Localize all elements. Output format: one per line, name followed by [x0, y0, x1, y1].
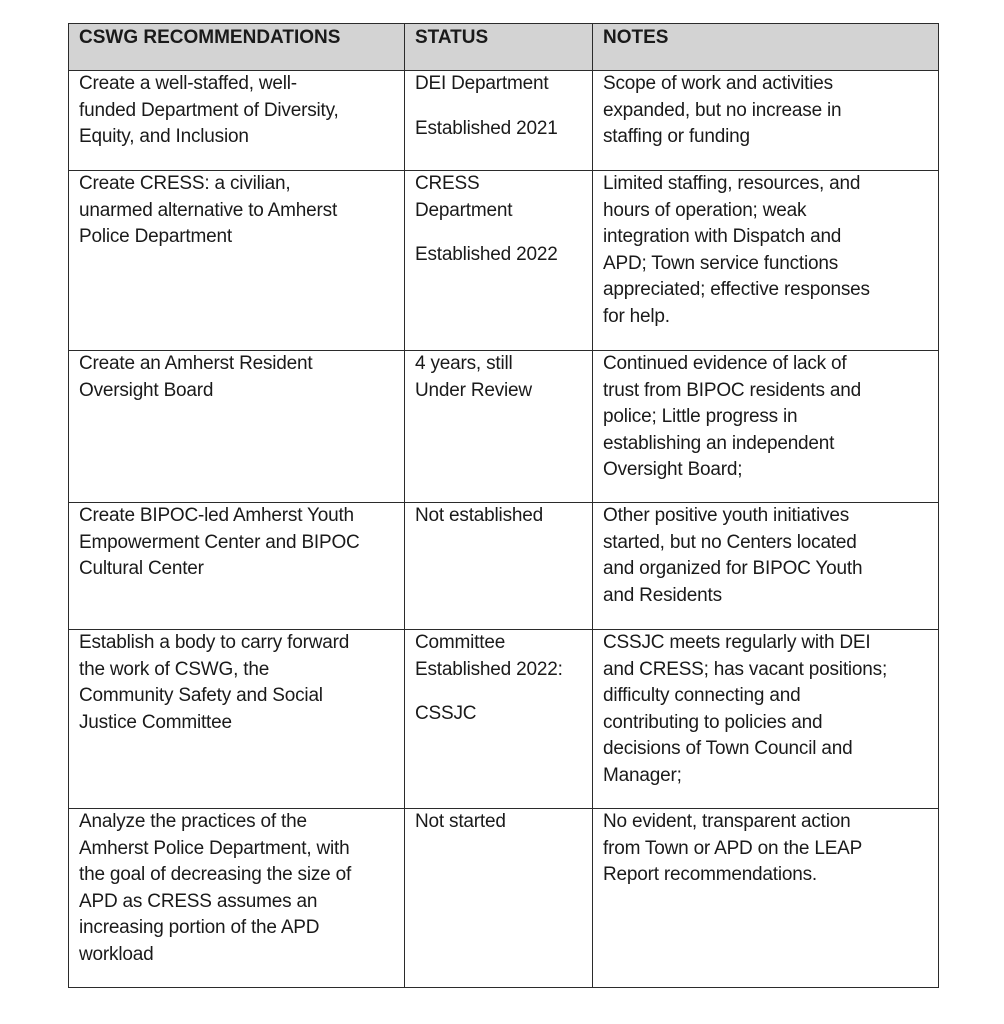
cell-text-line: the work of CSWG, the [79, 658, 270, 680]
notes-cell [593, 503, 939, 630]
cell-text-line: Committee [415, 632, 506, 653]
cell-text-line: Other positive youth initiatives [603, 505, 849, 526]
recommendation-cell [69, 71, 405, 171]
notes-cell [593, 171, 939, 351]
cell-text-line: trust from BIPOC residents and [603, 379, 861, 401]
line-gap [415, 224, 584, 242]
notes-cell [593, 351, 939, 503]
cell-text-line: Not started [415, 811, 506, 832]
notes-cell [593, 71, 939, 171]
status-cell [405, 503, 593, 630]
cell-text-line: integration with Dispatch and [603, 226, 842, 247]
notes-cell [593, 630, 939, 809]
status-cell [405, 630, 593, 809]
status-cell [405, 809, 593, 988]
cell-text-line: Not established [415, 505, 543, 526]
line-gap [415, 683, 584, 701]
status-cell [405, 351, 593, 503]
cell-text-line: Oversight Board [79, 379, 214, 401]
cell-text-line: expanded, but no increase in [603, 99, 842, 121]
cell-text-line: Amherst Police Department, with [79, 837, 350, 859]
recommendation-cell [69, 503, 405, 630]
cell-text-line: Equity, and Inclusion [79, 126, 249, 147]
cell-text-line: Create an Amherst Resident [79, 353, 313, 374]
cell-text-line: No evident, transparent action [603, 811, 851, 832]
cell-text-line: Scope of work and activities [603, 73, 833, 94]
table-row [69, 71, 939, 171]
cell-text-line: Create CRESS: a civilian, [79, 173, 291, 194]
cell-text-line: Establish a body to carry forward [79, 632, 350, 653]
notes-cell [593, 809, 939, 988]
cell-text-line: Report recommendations. [603, 864, 818, 885]
cell-text-line: difficulty connecting and [603, 685, 801, 706]
cell-text-line: CRESS [415, 173, 480, 194]
cell-text-line: decisions of Town Council and [603, 738, 853, 759]
recommendation-cell [69, 351, 405, 503]
cell-text-line: Community Safety and Social [79, 685, 323, 706]
cell-text-line: police; Little progress in [603, 406, 798, 427]
header-status: STATUS [405, 24, 593, 71]
cell-text-line: Create a well-staffed, well- [79, 73, 297, 94]
recommendation-cell [69, 171, 405, 351]
cell-text-line: Empowerment Center and BIPOC [79, 531, 360, 553]
cell-text-line: and CRESS; has vacant positions; [603, 658, 888, 680]
cell-text-line: started, but no Centers located [603, 531, 857, 553]
cell-text-line: appreciated; effective responses [603, 279, 870, 300]
status-cell [405, 71, 593, 171]
cell-text-line: establishing an independent [603, 432, 835, 454]
cell-text-line: Cultural Center [79, 558, 204, 579]
cell-text-line: the goal of decreasing the size of [79, 864, 352, 885]
header-recommendations: CSWG RECOMMENDATIONS [69, 24, 405, 71]
cell-text-line: Continued evidence of lack of [603, 353, 847, 374]
cell-text-line: funded Department of Diversity, [79, 99, 339, 121]
cell-text-line: hours of operation; weak [603, 199, 807, 221]
cell-text-line: Justice Committee [79, 711, 232, 733]
cell-text-line: APD as CRESS assumes an [79, 890, 318, 912]
cell-text-line: CSSJC [415, 703, 477, 724]
cell-text-line: and Residents [603, 584, 722, 606]
cell-text-line: 4 years, still [415, 353, 513, 374]
cell-text-line: Police Department [79, 226, 232, 247]
recommendations-table [68, 23, 939, 988]
cell-text-line: Create BIPOC-led Amherst Youth [79, 505, 354, 526]
status-cell [405, 171, 593, 351]
cell-text-line: Established 2022: [415, 658, 563, 680]
line-gap [415, 98, 584, 116]
recommendation-cell [69, 809, 405, 988]
table-row [69, 351, 939, 503]
cell-text-line: for help. [603, 305, 670, 327]
cell-text-line: CSSJC meets regularly with DEI [603, 632, 871, 653]
table-row [69, 503, 939, 630]
table-row [69, 630, 939, 809]
cell-text-line: workload [79, 943, 154, 965]
table-row [69, 809, 939, 988]
cell-text-line: DEI Department [415, 73, 549, 94]
cell-text-line: from Town or APD on the LEAP [603, 837, 863, 859]
cell-text-line: increasing portion of the APD [79, 917, 320, 938]
cell-text-line: Oversight Board; [603, 459, 743, 480]
cell-text-line: Limited staffing, resources, and [603, 173, 861, 194]
cell-text-line: staffing or funding [603, 126, 750, 147]
table-row [69, 171, 939, 351]
cell-text-line: Analyze the practices of the [79, 811, 307, 832]
cell-text-line: APD; Town service functions [603, 252, 839, 274]
cell-text-line: and organized for BIPOC Youth [603, 558, 863, 579]
recommendation-cell [69, 630, 405, 809]
cell-text-line: unarmed alternative to Amherst [79, 199, 338, 221]
cell-text-line: Under Review [415, 379, 532, 401]
cell-text-line: contributing to policies and [603, 711, 823, 733]
cell-text-line: Established 2021 [415, 117, 558, 139]
cell-text-line: Department [415, 199, 513, 221]
cell-text-line: Established 2022 [415, 244, 558, 265]
header-notes: NOTES [593, 24, 939, 71]
header-row [69, 24, 939, 71]
cell-text-line: Manager; [603, 764, 682, 786]
